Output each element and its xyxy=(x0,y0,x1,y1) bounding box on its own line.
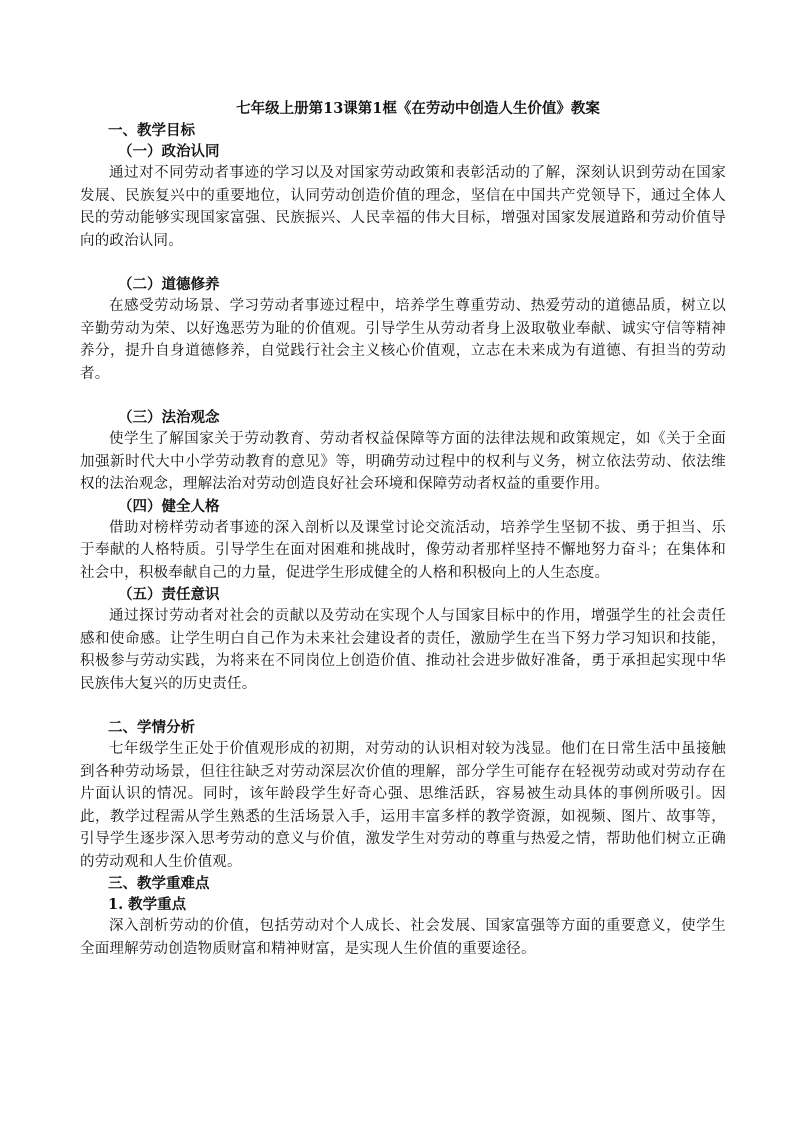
paragraph-teaching-focus: 深入剖析劳动的价值，包括劳动对个人成长、社会发展、国家富强等方面的重要意义，使学生全面理解劳动创造物质财富和精神财富，是实现人生价值的重要途径。 xyxy=(80,918,726,957)
spacer xyxy=(80,695,726,717)
spacer xyxy=(80,385,726,407)
paragraph-student-analysis: 七年级学生正处于价值观形成的初期，对劳动的认识相对较为浅显。他们在日常生活中虽接触到各种劳动场景，但往往缺乏对劳动深层次价值的理解，部分学生可能存在轻视劳动或对劳动存在片面认识的情况。同时，该年龄段学生好奇心强、思维活跃，容易被生动具体的事例所吸引。因此，教学过程需从学生熟悉的生活场景入手，运用丰富多样的教学资源，如视频、图片、故事等，引导学生逐步深入思考劳动的意义与价值，激发学生对劳动的尊重与热爱之情，帮助他们树立正确的劳动观和人生价值观。 xyxy=(80,741,726,870)
paragraph-sound-personality: 借助对榜样劳动者事迹的深入剖析以及课堂讨论交流活动，培养学生坚韧不拔、勇于担当、乐于奉献的人格特质。引导学生在面对困难和挑战时，像劳动者那样坚持不懈地努力奋斗；在集体和社会中，积极奉献自己的力量，促进学生形成健全的人格和积极向上的人生态度。 xyxy=(80,519,726,581)
subsection-heading-rule-of-law: （三）法治观念 xyxy=(118,409,220,426)
subsection-heading-teaching-focus: 1. 教学重点 xyxy=(108,896,187,913)
section-heading-teaching-goals: 一、教学目标 xyxy=(108,122,195,139)
paragraph-responsibility: 通过探讨劳动者对社会的贡献以及劳动在实现个人与国家目标中的作用，增强学生的社会责任感和使命感。让学生明白自己作为未来社会建设者的责任，激励学生在当下努力学习知识和技能，积极参与劳动实践，为将来在不同岗位上创造价值、推动社会进步做好准备，勇于承担起实现中华民族伟大复兴的历史责任。 xyxy=(80,608,726,692)
paragraph-rule-of-law: 使学生了解国家关于劳动教育、劳动者权益保障等方面的法律法规和政策规定，如《关于全面加强新时代大中小学劳动教育的意见》等，明确劳动过程中的权利与义务，树立依法劳动、依法维权的法治观念，理解法治对劳动创造良好社会环境和保障劳动者权益的重要作用。 xyxy=(80,431,726,492)
document-title: 七年级上册第13课第1框《在劳动中创造人生价值》教案 xyxy=(236,100,600,117)
paragraph-moral-cultivation: 在感受劳动场景、学习劳动者事迹过程中，培养学生尊重劳动、热爱劳动的道德品质，树立以辛勤劳动为荣、以好逸恶劳为耻的价值观。引导学生从劳动者身上汲取敬业奉献、诚实守信等精神养分，提升自身道德修养，自觉践行社会主义核心价值观，立志在未来成为有道德、有担当的劳动者。 xyxy=(80,298,726,382)
paragraph-political-identity: 通过对不同劳动者事迹的学习以及对国家劳动政策和表彰活动的了解，深刻认识到劳动在国家发展、民族复兴中的重要地位，认同劳动创造价值的理念，坚信在中国共产党领导下，通过全体人民的劳动能够实现国家富强、民族振兴、人民幸福的伟大目标，增强对国家发展道路和劳动价值导向的政治认同。 xyxy=(80,165,726,249)
subsection-heading-responsibility: （五）责任意识 xyxy=(118,586,220,603)
subsection-heading-sound-personality: （四）健全人格 xyxy=(118,497,220,515)
subsection-heading-political-identity: （一）政治认同 xyxy=(118,143,220,160)
section-heading-key-difficulties: 三、教学重难点 xyxy=(108,875,210,892)
spacer xyxy=(80,252,726,274)
subsection-heading-moral-cultivation: （二）道德修养 xyxy=(118,276,220,293)
section-heading-student-analysis: 二、学情分析 xyxy=(108,719,195,736)
document-body xyxy=(80,98,726,960)
